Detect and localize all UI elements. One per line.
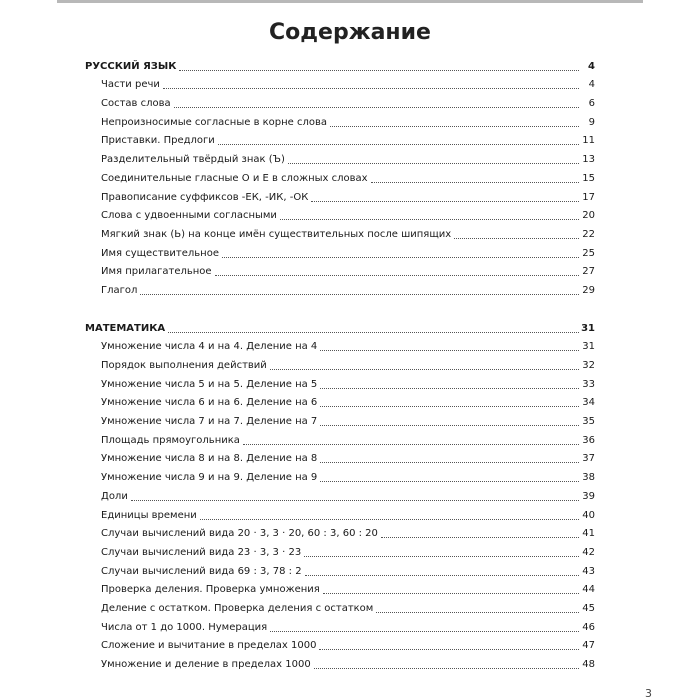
toc-entry[interactable] [85,372,595,391]
toc-entry[interactable] [85,241,595,260]
toc-entry-label: Порядок выполнения действий [101,360,267,371]
dot-leader [330,125,579,127]
toc-entry[interactable] [85,652,595,671]
dot-leader [280,218,579,220]
toc-entry-page-number: 40 [582,509,595,521]
toc-entry-page-number: 44 [582,584,595,596]
toc-entry-label: Соединительные гласные О и Е в сложных словах [101,172,368,184]
dot-leader [314,667,579,669]
toc-entry[interactable] [85,129,595,148]
toc-entry[interactable] [85,596,595,615]
toc-entry-label: Случаи вычислений вида 69 : 3, 78 : 2 [101,565,302,577]
dot-leader [371,181,579,183]
toc-entry[interactable] [85,185,595,204]
section-heading-page-number: 31 [581,322,595,334]
toc-entry[interactable] [85,503,595,522]
toc-entry-page-number: 25 [582,247,595,259]
dot-leader [304,555,579,557]
dot-leader [270,630,579,632]
toc-entry-page-number: 43 [582,565,595,577]
dot-leader [320,461,579,463]
toc-entry-label: Проверка деления. Проверка умножения [101,584,320,596]
toc-entry-page-number: 33 [582,378,595,390]
toc-entry[interactable] [85,91,595,110]
toc-entry-label: Случаи вычислений вида 23 · 3, 3 · 23 [101,546,302,558]
toc-entry[interactable] [85,428,595,447]
dot-leader [243,443,579,445]
dot-leader [454,237,579,239]
dot-leader [311,200,579,202]
toc-entry[interactable] [85,559,595,578]
toc-entry-page-number: 31 [582,341,595,353]
dot-leader [131,499,579,501]
dot-leader [140,293,579,295]
toc-entry[interactable] [85,634,595,653]
toc-entry-label: Разделительный твёрдый знак (Ъ) [101,154,285,166]
dot-leader [320,387,579,389]
toc-entry-label: Приставки. Предлоги [101,135,215,147]
section-heading-label: РУССКИЙ ЯЗЫК [85,60,177,72]
section-heading-label: МАТЕМАТИКА [85,322,166,334]
dot-leader [319,648,579,650]
toc-entry-page-number: 22 [582,228,595,240]
toc-entry-label: Умножение числа 9 и на 9. Деление на 9 [101,472,318,484]
toc-entry[interactable] [85,447,595,466]
toc-entry[interactable] [85,147,595,166]
toc-entry[interactable] [85,540,595,559]
toc-entry-label: Части речи [101,79,160,91]
toc-entry-label: Доли [101,490,128,502]
dot-leader [320,424,579,426]
toc-entry-page-number: 48 [582,659,595,670]
toc-entry-label: Имя существительное [101,247,219,259]
dot-leader [168,331,579,333]
toc-entry-page-number: 34 [582,397,595,409]
toc-entry-page-number: 4 [588,79,595,91]
toc-entry-page-number: 15 [582,172,595,184]
toc-entry-page-number: 42 [582,546,595,558]
toc-entry[interactable] [85,578,595,597]
toc-entry[interactable] [85,166,595,185]
toc-entry-label: Умножение и деление в пределах 1000 [101,659,311,670]
top-border [57,0,643,3]
toc-entry-label: Слова с удвоенными согласными [101,210,277,222]
toc-entry-label: Правописание суффиксов -ЕК, -ИК, -ОК [101,191,309,203]
toc-entry-label: Умножение числа 7 и на 7. Деление на 7 [101,416,318,428]
toc-entry-label: Площадь прямоугольника [101,434,240,446]
toc-entry[interactable] [85,409,595,428]
toc-entry-page-number: 45 [582,602,595,614]
toc-entry-label: Умножение числа 5 и на 5. Деление на 5 [101,378,318,390]
dot-leader [288,162,579,164]
dot-leader [320,349,579,351]
dot-leader [320,405,579,407]
toc-entry-label: Сложение и вычитание в пределах 1000 [101,640,317,652]
toc-entry-page-number: 39 [582,490,595,502]
toc-entry[interactable] [85,73,595,92]
toc-entry-label: Умножение числа 4 и на 4. Деление на 4 [101,341,318,353]
dot-leader [163,87,579,89]
section-heading-page-number: 4 [588,60,595,72]
toc-entry[interactable] [85,484,595,503]
toc-entry-page-number: 13 [582,154,595,166]
toc-entry-label: Умножение числа 6 и на 6. Деление на 6 [101,397,318,409]
dot-leader [381,536,579,538]
dot-leader [376,611,579,613]
toc-entry[interactable] [85,204,595,223]
dot-leader [174,106,579,108]
toc-entry[interactable] [85,353,595,372]
toc-entry-page-number: 27 [582,266,595,278]
page-number: 3 [645,687,652,700]
table-of-contents [85,54,595,671]
toc-entry-page-number: 37 [582,453,595,465]
toc-entry-label: Мягкий знак (Ь) на конце имён существительных после шипящих [101,228,452,240]
toc-entry-label: Деление с остатком. Проверка деления с остатком [101,602,374,614]
dot-leader [200,518,579,520]
toc-entry-page-number: 6 [588,98,595,110]
toc-entry-page-number: 29 [582,284,595,296]
toc-entry-label: Непроизносимые согласные в корне слова [101,116,328,128]
page-title: Содержание [269,20,431,45]
toc-entry-label: Случаи вычислений вида 20 · 3, 3 · 20, 60 : 3, 60 : 20 [101,528,378,540]
dot-leader [305,574,579,576]
toc-entry-page-number: 47 [582,640,595,652]
dot-leader [215,274,579,276]
toc-entry-label: Числа от 1 до 1000. Нумерация [101,621,268,633]
section-spacer [85,297,595,316]
toc-entry-label: Глагол [101,284,138,296]
dot-leader [320,480,579,482]
toc-entry-page-number: 41 [582,528,595,540]
toc-entry-page-number: 35 [582,416,595,428]
toc-entry-page-number: 20 [582,210,595,222]
toc-entry[interactable] [85,222,595,241]
toc-entry[interactable] [85,615,595,634]
toc-entry[interactable] [85,278,595,297]
toc-entry-page-number: 11 [582,135,595,147]
toc-entry-label: Умножение числа 8 и на 8. Деление на 8 [101,453,318,465]
toc-entry-page-number: 46 [582,621,595,633]
toc-entry[interactable] [85,465,595,484]
toc-entry-page-number: 32 [582,360,595,371]
toc-entry-label: Единицы времени [101,509,197,521]
toc-entry-page-number: 17 [582,191,595,203]
section-heading[interactable] [85,54,595,73]
toc-entry-page-number: 36 [582,434,595,446]
dot-leader [222,256,579,258]
toc-entry[interactable] [85,522,595,541]
dot-leader [218,143,579,145]
dot-leader [270,368,579,370]
toc-entry-label: Состав слова [101,98,171,110]
toc-entry-label: Имя прилагательное [101,266,212,278]
section-heading[interactable] [85,316,595,335]
toc-entry[interactable] [85,110,595,129]
dot-leader [179,69,579,71]
toc-entry[interactable] [85,335,595,354]
dot-leader [323,592,579,594]
toc-entry-page-number: 38 [582,472,595,484]
toc-entry-page-number: 9 [588,116,595,128]
toc-entry[interactable] [85,260,595,279]
toc-entry[interactable] [85,391,595,410]
